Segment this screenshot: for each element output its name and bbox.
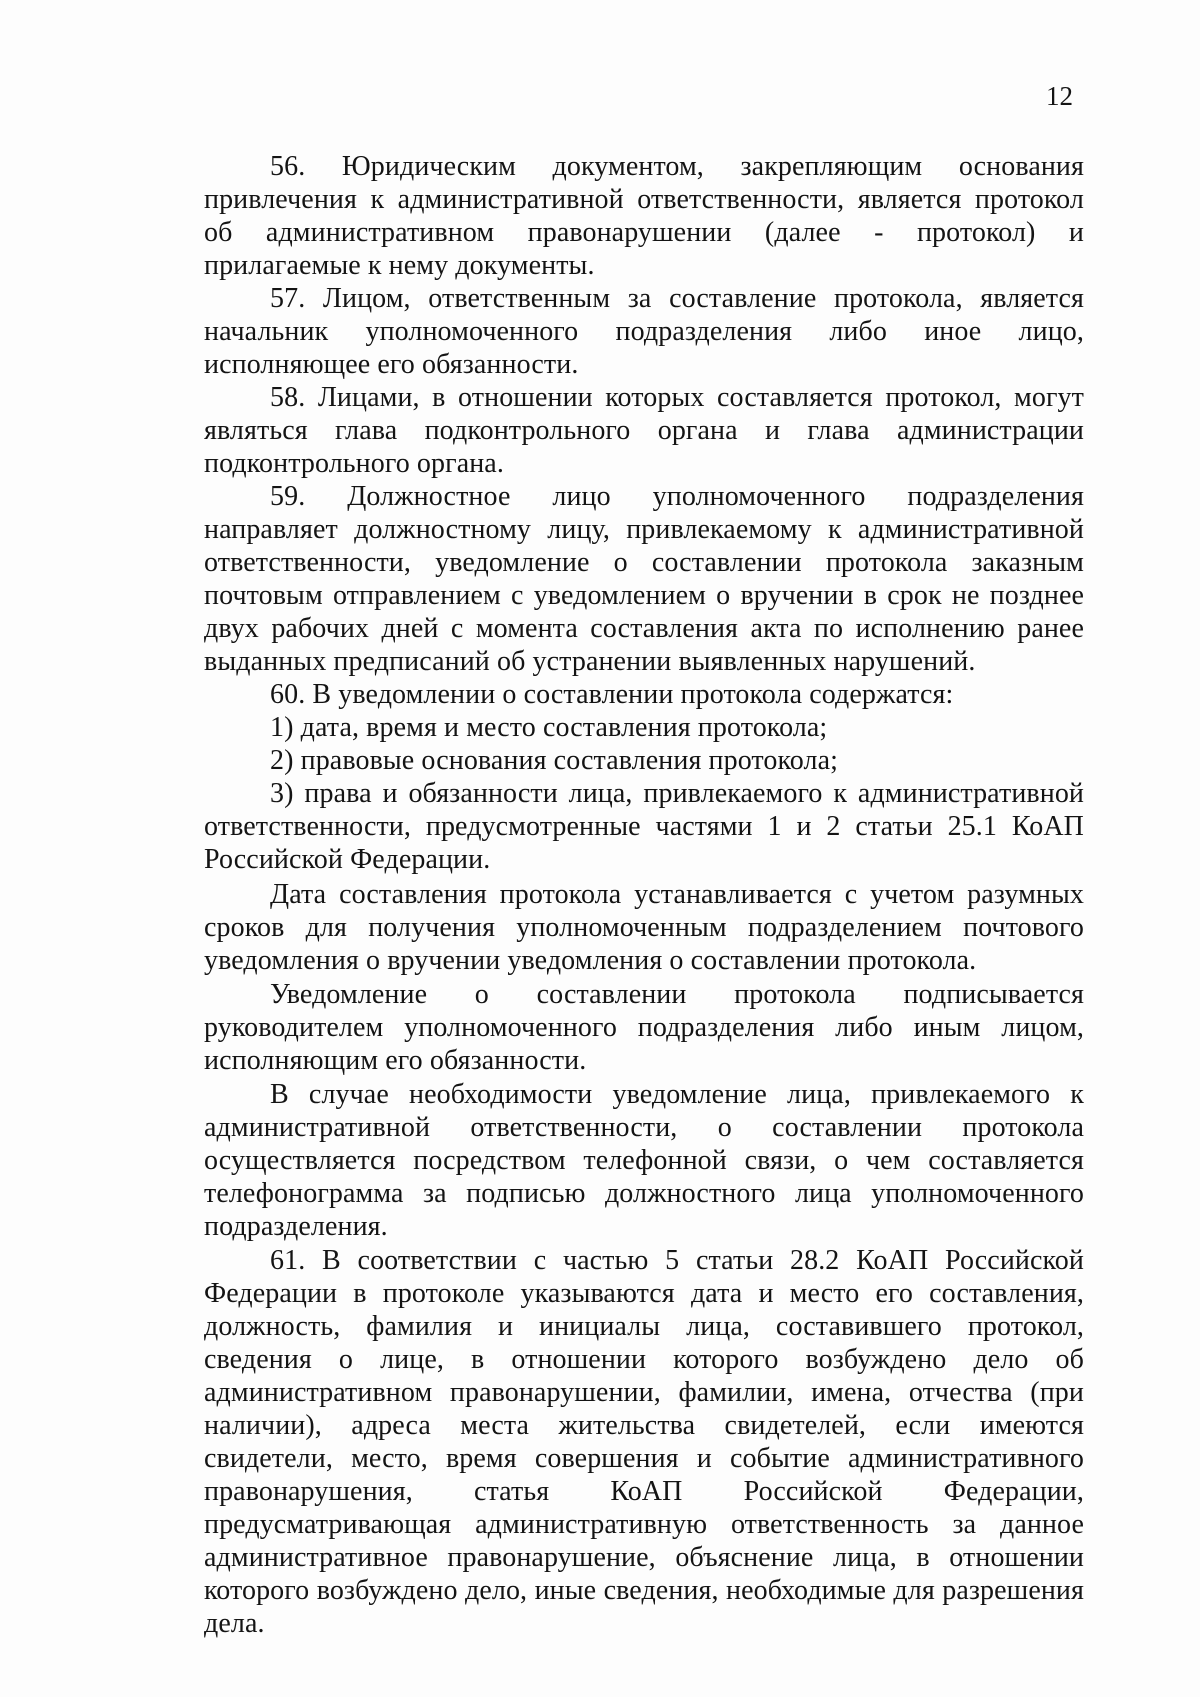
paragraph-protocol-date: Дата составления протокола устанавливается с учетом разумных сроков для получения уполномоченным подразделением почтового уведомления о вручении уведомления о составлении протокола. — [204, 879, 1084, 976]
list-item-2: 2) правовые основания составления протокола; — [270, 745, 838, 776]
paragraph-57: 57. Лицом, ответственным за составление протокола, является начальник уполномоченного подразделения либо иное лицо, исполняющее его обязанности. — [204, 283, 1084, 380]
document-body — [204, 150, 1084, 1640]
paragraph-58: 58. Лицами, в отношении которых составляется протокол, могут являться глава подконтрольного органа и глава администрации подконтрольного органа. — [204, 382, 1084, 479]
paragraph-56: 56. Юридическим документом, закрепляющим основания привлечения к административной ответственности, является протокол об административном правонарушении (далее - протокол) и прилагаемые к нему документы. — [204, 151, 1084, 281]
page-number: 12 — [1046, 81, 1073, 111]
paragraph-60: 60. В уведомлении о составлении протокола содержатся: — [270, 679, 954, 710]
paragraph-notice-signature: Уведомление о составлении протокола подписывается руководителем уполномоченного подразделения либо иным лицом, исполняющим его обязанности. — [204, 979, 1084, 1076]
paragraph-59: 59. Должностное лицо уполномоченного подразделения направляет должностному лицу, привлекаемому к административной ответственности, уведомление о составлении протокола заказным почтовым отправлением с уведомлением о вручении в срок не позднее двух рабочих дней с момента составления акта по исполнению ранее выданных предписаний об устранении выявленных нарушений. — [204, 481, 1084, 677]
list-item-3: 3) права и обязанности лица, привлекаемого к административной ответственности, предусмотренные частями 1 и 2 статьи 25.1 КоАП Российской Федерации. — [204, 778, 1084, 875]
list-item-1: 1) дата, время и место составления протокола; — [270, 712, 828, 743]
paragraph-61: 61. В соответствии с частью 5 статьи 28.2 КоАП Российской Федерации в протоколе указываются дата и место его составления, должность, фамилия и инициалы лица, составившего протокол, сведения о лице, в отношении которого возбуждено дело об административном правонарушении, фамилии, имена, отчества (при наличии), адреса места жительства свидетелей, если имеются свидетели, место, время совершения и событие административного правонарушения, статья КоАП Российской Федерации, предусматривающая административную ответственность за данное административное правонарушение, объяснение лица, в отношении которого возбуждено дело, иные сведения, необходимые для разрешения дела. — [204, 1245, 1084, 1639]
paragraph-phone-notice: В случае необходимости уведомление лица, привлекаемого к административной ответственности, о составлении протокола осуществляется посредством телефонной связи, о чем составляется телефонограмма за подписью должностного лица уполномоченного подразделения. — [204, 1079, 1084, 1242]
